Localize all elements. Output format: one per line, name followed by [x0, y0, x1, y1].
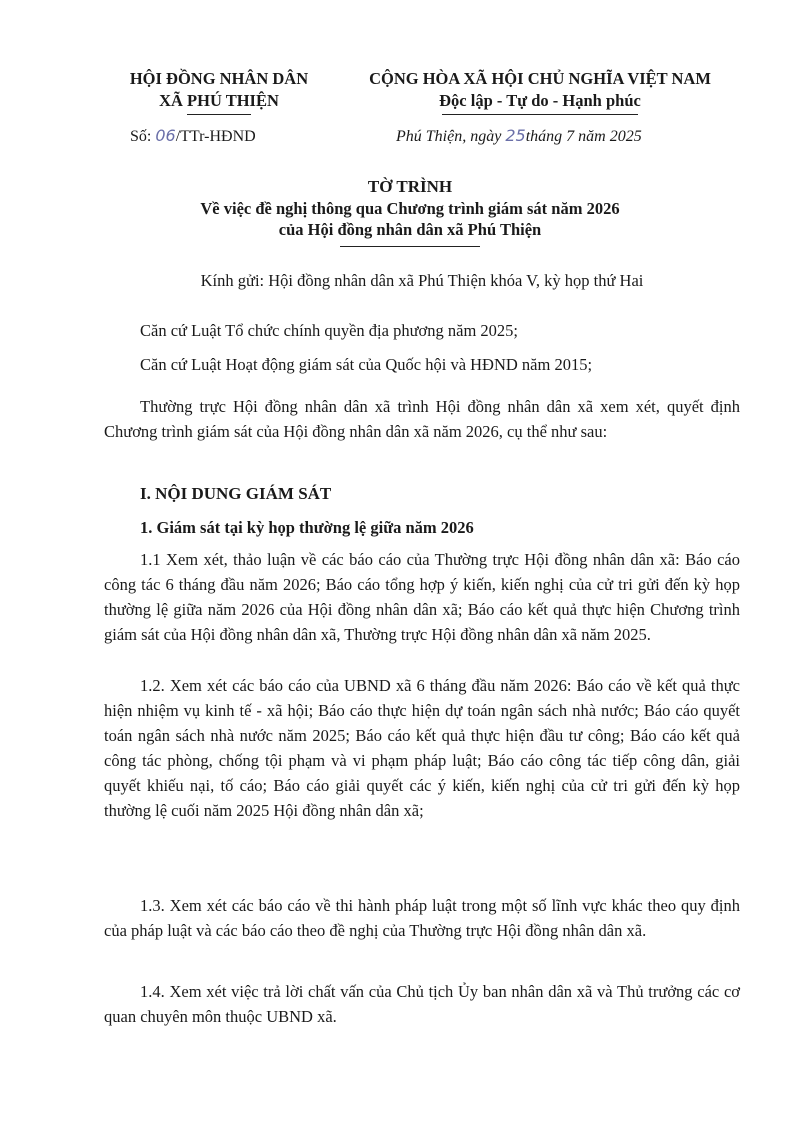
title-line1: Về việc đề nghị thông qua Chương trình giám sát năm 2026 — [200, 199, 620, 218]
subsection-heading: 1. Giám sát tại kỳ họp thường lệ giữa năm 2026 — [140, 518, 474, 537]
date-handwritten-day: 25 — [505, 126, 526, 145]
issuing-organization — [104, 68, 334, 115]
motto: Độc lập - Tự do - Hạnh phúc — [439, 91, 641, 110]
date-line — [396, 126, 642, 146]
document-title — [110, 176, 710, 247]
basis-paragraph: Căn cứ Luật Hoạt động giám sát của Quốc hội và HĐND năm 2015; — [140, 355, 593, 374]
intro-paragraph: Thường trực Hội đồng nhân dân xã trình Hội đồng nhân dân xã xem xét, quyết định Chương trình giám sát của Hội đồng nhân dân xã năm 2026, cụ thể như sau: — [104, 397, 740, 441]
title-underline — [340, 246, 480, 247]
national-motto — [350, 68, 730, 115]
document-number — [130, 126, 256, 146]
org-underline — [187, 114, 251, 115]
doc-number-suffix: /TTr-HĐND — [175, 128, 256, 145]
title-line2: của Hội đồng nhân dân xã Phú Thiện — [278, 220, 542, 239]
basis-paragraph: Căn cứ Luật Tổ chức chính quyền địa phương năm 2025; — [140, 321, 519, 340]
nation-name: CỘNG HÒA XÃ HỘI CHỦ NGHĨA VIỆT NAM — [369, 69, 711, 88]
content-paragraph: 1.4. Xem xét việc trả lời chất vấn của Chủ tịch Ủy ban nhân dân xã và Thủ trưởng các cơ quan chuyên môn thuộc UBND xã. — [104, 982, 740, 1026]
date-part1: Phú Thiện, ngày — [396, 128, 502, 145]
date-part2: tháng 7 năm 2025 — [525, 128, 642, 145]
recipient-line: Kính gửi: Hội đồng nhân dân xã Phú Thiện khóa V, kỳ họp thứ Hai — [200, 271, 644, 290]
motto-underline — [442, 114, 638, 115]
content-paragraph: 1.3. Xem xét các báo cáo về thi hành pháp luật trong một số lĩnh vực khác theo quy định của pháp luật và các báo cáo theo đề nghị của Thường trực Hội đồng nhân dân xã. — [104, 896, 740, 940]
document-type: TỜ TRÌNH — [367, 177, 453, 196]
org-name-line2: XÃ PHÚ THIỆN — [159, 91, 279, 110]
content-paragraph: 1.2. Xem xét các báo cáo của UBND xã 6 tháng đầu năm 2026: Báo cáo về kết quả thực hiện nhiệm vụ kinh tế - xã hội; Báo cáo thực hiện dự toán ngân sách nhà nước; Báo cáo quyết toán ngân sách nhà nước năm 2025; Báo cáo kết quả thực hiện đầu tư công; Báo cáo kết quả công tác phòng, chống tội phạm và vi phạm pháp luật; Báo cáo công tác tiếp công dân, giải quyết khiếu nại, tố cáo; Báo cáo giải quyết các ý kiến, kiến nghị của cử tri gửi đến kỳ họp thường lệ cuối năm 2025 Hội đồng nhân dân xã; — [104, 676, 740, 820]
org-name-line1: HỘI ĐỒNG NHÂN DÂN — [129, 69, 309, 88]
section-heading: I. NỘI DUNG GIÁM SÁT — [140, 484, 332, 503]
doc-number-handwritten: 06 — [155, 126, 176, 145]
content-paragraph: 1.1 Xem xét, thảo luận về các báo cáo của Thường trực Hội đồng nhân dân xã: Báo cáo công tác 6 tháng đầu năm 2026; Báo cáo tổng hợp ý kiến, kiến nghị của cử tri gửi đến kỳ họp thường lệ giữa năm 2026 của Hội đồng nhân dân xã; Báo cáo kết quả thực hiện Chương trình giám sát của Hội đồng nhân dân xã, Thường trực Hội đồng nhân dân xã năm 2025. — [104, 550, 740, 644]
doc-number-prefix: Số: — [130, 128, 152, 145]
